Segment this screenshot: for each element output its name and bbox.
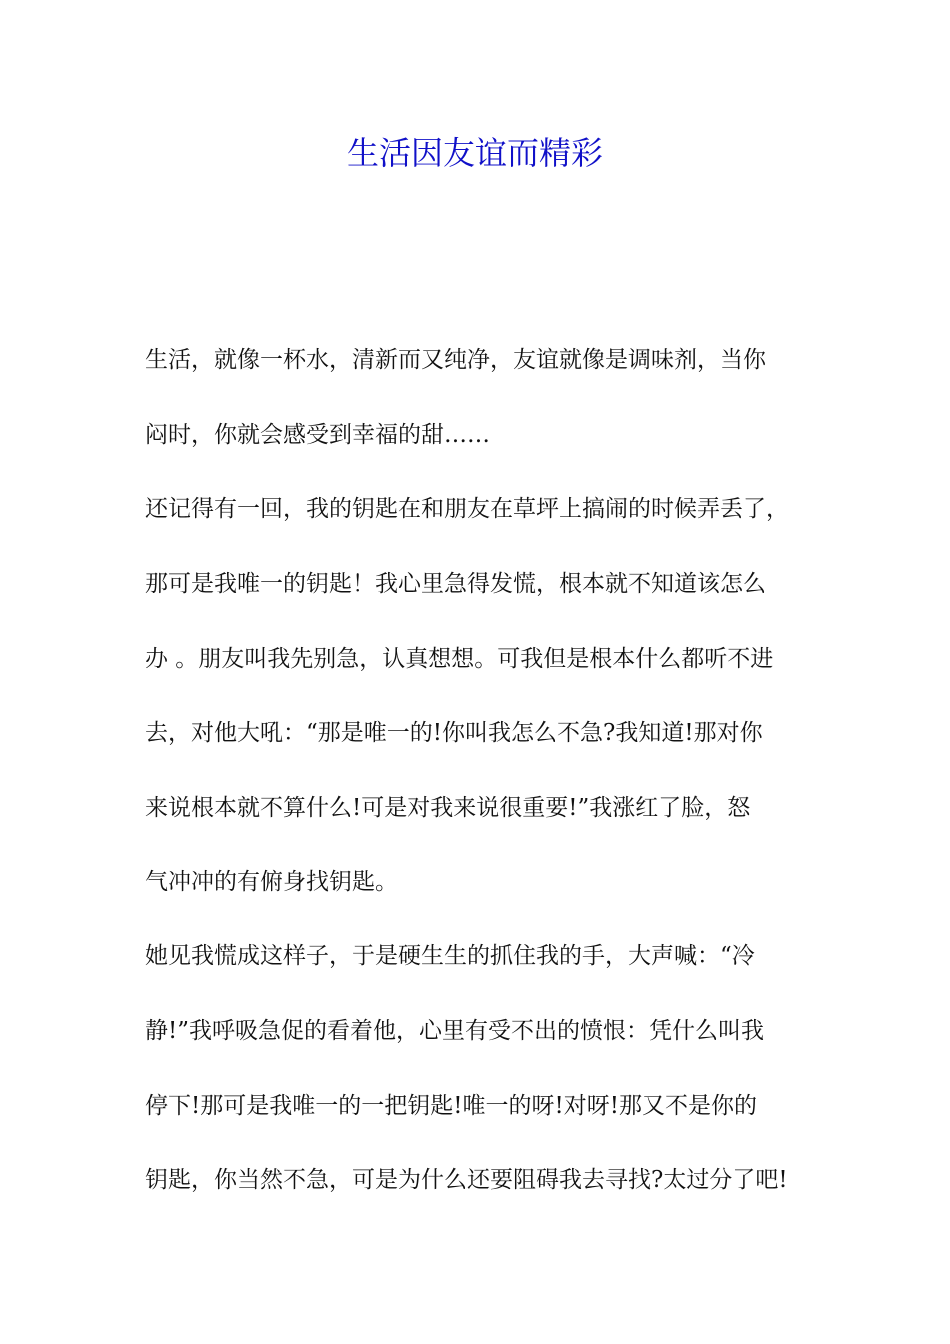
document-title: 生活因友谊而精彩 <box>346 134 603 172</box>
body-line: 她见我慌成这样子，于是硬生生的抓住我的手，大声喊：“冷 <box>145 943 755 969</box>
body-line: 那可是我唯一的钥匙！我心里急得发慌，根本就不知道该怎么 <box>145 571 766 597</box>
body-line: 办 。朋友叫我先别急，认真想想。可我但是根本什么都听不进 <box>145 646 774 672</box>
body-line: 去，对他大吼：“那是唯一的!你叫我怎么不急?我知道!那对你 <box>145 720 763 746</box>
body-line: 闷时，你就会感受到幸福的甜…… <box>145 422 490 448</box>
body-line: 静!”我呼吸急促的看着他，心里有受不出的愤恨：凭什么叫我 <box>145 1018 765 1044</box>
body-line: 还记得有一回，我的钥匙在和朋友在草坪上搞闹的时候弄丢了， <box>145 496 789 522</box>
body-line: 停下!那可是我唯一的一把钥匙!唯一的呀!对呀!那又不是你的 <box>145 1093 757 1119</box>
body-line: 钥匙，你当然不急，可是为什么还要阻碍我去寻找?太过分了吧! <box>145 1167 788 1193</box>
body-line: 生活，就像一杯水，清新而又纯净，友谊就像是调味剂，当你 <box>145 347 766 373</box>
body-line: 来说根本就不算什么!可是对我来说很重要!”我涨红了脸，怒 <box>145 795 751 821</box>
body-line: 气冲冲的有俯身找钥匙。 <box>145 869 398 895</box>
